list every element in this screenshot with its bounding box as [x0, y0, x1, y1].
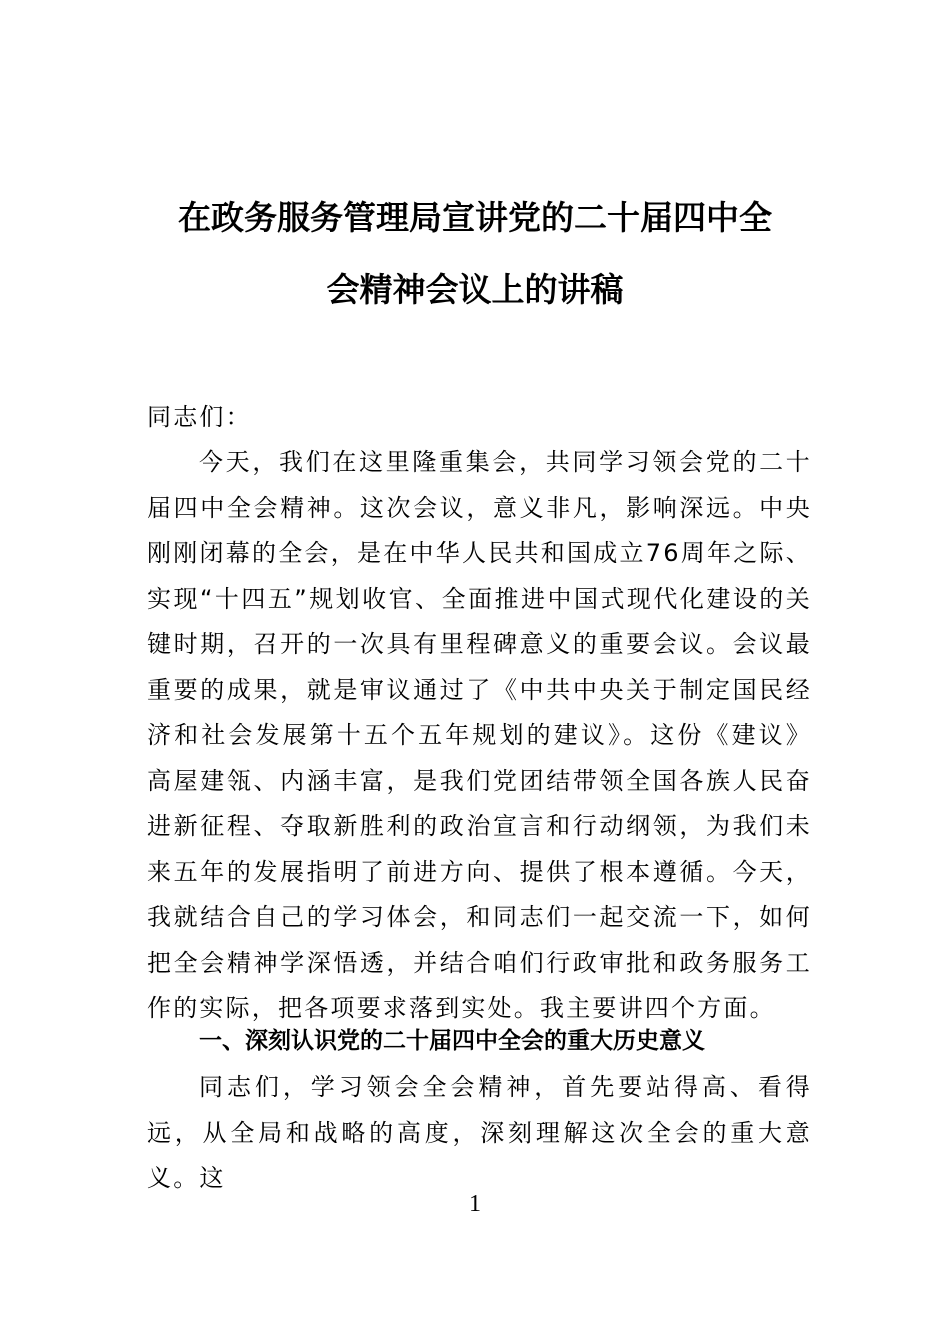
paragraph-opening: 今天，我们在这里隆重集会，共同学习领会党的二十届四中全会精神。这次会议，意义非凡，影响深远。中央刚刚闭幕的全会，是在中华人民共和国成立76周年之际、实现“十四五”规划收官、全面推进中国式现代化建设的关键时期，召开的一次具有里程碑意义的重要会议。会议最重要的成果，就是审议通过了《中共中央关于制定国民经济和社会发展第十五个五年规划的建议》。这份《建议》高屋建瓴、内涵丰富，是我们党团结带领全国各族人民奋进新征程、夺取新胜利的政治宣言和行动纲领，为我们未来五年的发展指明了前进方向、提供了根本遵循。今天，我就结合自己的学习体会，和同志们一起交流一下，如何把全会精神学深悟透，并结合咱们行政审批和政务服务工作的实际，把各项要求落到实处。我主要讲四个方面。 [147, 448, 812, 1022]
document-title-line-1: 在政务服务管理局宣讲党的二十届四中全 [178, 198, 772, 237]
document-title-line-2: 会精神会议上的讲稿 [326, 270, 624, 309]
section-heading-1: 一、深刻认识党的二十届四中全会的重大历史意义 [199, 1028, 705, 1054]
page-number: 1 [469, 1191, 481, 1217]
salutation: 同志们： [147, 403, 252, 431]
paragraph-section-1: 同志们，学习领会全会精神，首先要站得高、看得远，从全局和战略的高度，深刻理解这次全会的重大意义。这 [147, 1073, 812, 1192]
